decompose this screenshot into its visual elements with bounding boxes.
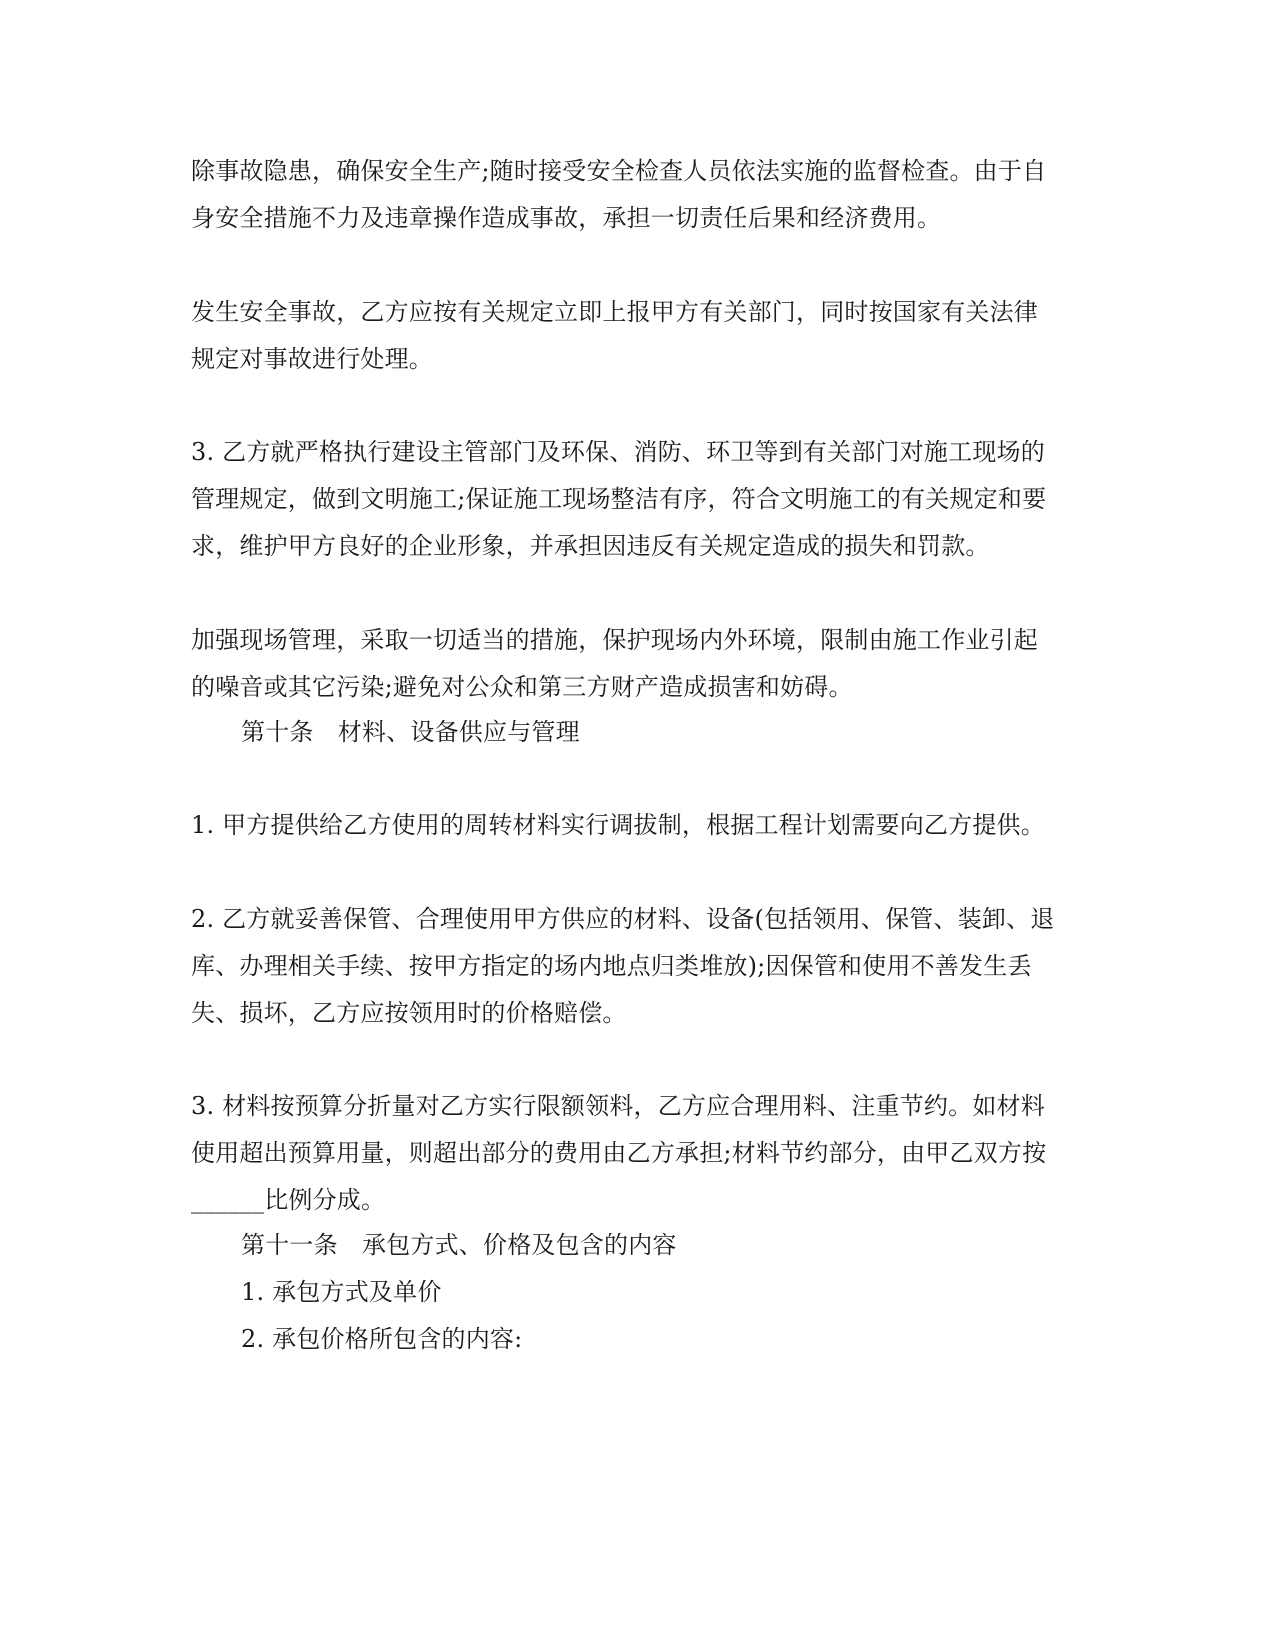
section-heading: 第十条 材料、设备供应与管理 [241, 718, 580, 746]
paragraph-line: 的噪音或其它污染;避免对公众和第三方财产造成损害和妨碍。 [191, 673, 853, 701]
list-item: 2. 承包价格所包含的内容: [241, 1325, 523, 1353]
paragraph-line: 失、损坏，乙方应按领用时的价格赔偿。 [191, 999, 627, 1027]
paragraph-line: ______比例分成。 [191, 1186, 386, 1214]
paragraph-line: 使用超出预算用量，则超出部分的费用由乙方承担;材料节约部分，由甲乙双方按 [191, 1139, 1047, 1167]
paragraph-line: 发生安全事故，乙方应按有关规定立即上报甲方有关部门，同时按国家有关法律 [191, 298, 1038, 326]
paragraph-line: 管理规定，做到文明施工;保证施工现场整洁有序，符合文明施工的有关规定和要 [191, 485, 1047, 513]
paragraph-line: 3. 乙方就严格执行建设主管部门及环保、消防、环卫等到有关部门对施工现场的 [191, 438, 1045, 466]
section-heading: 第十一条 承包方式、价格及包含的内容 [241, 1231, 677, 1259]
paragraph-line: 3. 材料按预算分折量对乙方实行限额领料，乙方应合理用料、注重节约。如材料 [191, 1092, 1045, 1120]
paragraph-line: 库、办理相关手续、按甲方指定的场内地点归类堆放);因保管和使用不善发生丢 [191, 952, 1032, 980]
paragraph-line: 规定对事故进行处理。 [191, 345, 433, 373]
list-item: 1. 承包方式及单价 [241, 1278, 442, 1306]
paragraph-line: 除事故隐患，确保安全生产;随时接受安全检查人员依法实施的监督检查。由于自 [191, 157, 1047, 185]
paragraph-line: 身安全措施不力及违章操作造成事故，承担一切责任后果和经济费用。 [191, 204, 942, 232]
paragraph-line: 2. 乙方就妥善保管、合理使用甲方供应的材料、设备(包括领用、保管、装卸、退 [191, 905, 1055, 933]
paragraph-line: 求，维护甲方良好的企业形象，并承担因违反有关规定造成的损失和罚款。 [191, 532, 990, 560]
paragraph-line: 1. 甲方提供给乙方使用的周转材料实行调拔制，根据工程计划需要向乙方提供。 [191, 811, 1045, 839]
paragraph-line: 加强现场管理，采取一切适当的措施，保护现场内外环境，限制由施工作业引起 [191, 626, 1038, 654]
